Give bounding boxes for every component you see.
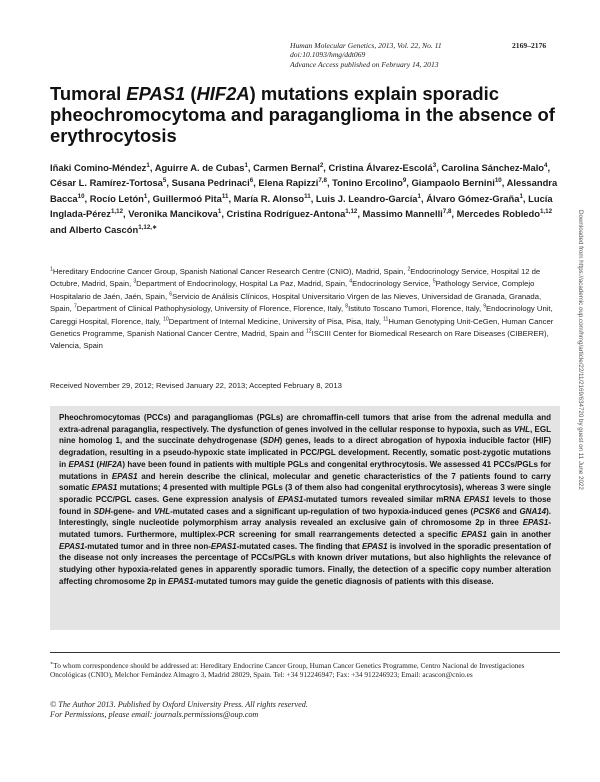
author-name: Mercedes Robledo [456,208,540,220]
affiliation-list [50,266,560,353]
affiliation-text: Endocrinology Unit, Careggi Hospital, Florence, Italy, [50,304,553,326]
author [128,208,221,219]
abstract-gene-name: SDH [262,436,280,446]
author-name: Luis J. Leandro-García [315,192,418,204]
abstract-segment: -mutated tumor and in three non- [84,541,211,551]
author-separator: , [247,162,254,173]
author [90,193,148,204]
abstract-gene-name: GNA14 [519,506,547,516]
abstract-gene-name: EPAS1 [461,530,487,540]
affiliation-number: 6 [169,291,173,298]
doi: doi:10.1093/hmg/ddt069 [290,50,366,60]
author-affiliation-marker: 2 [319,161,324,169]
abstract-segment: ( [94,459,100,469]
page-range: 2169–2176 [512,41,547,50]
author [329,162,437,173]
abstract-gene-name: EPAS1 [210,541,237,551]
affiliation-number: 5 [432,278,436,285]
author-name: María R. Alonso [233,192,305,204]
title-gene-hif2a: HIF2A [196,83,250,104]
affiliation [163,317,383,326]
abstract-segment: Pheochromocytomas (PCCs) and paragangliomas (PGLs) are chromaffin-cell tumors that arise from the adrenal medulla and extra-adrenal paraganglia, respectively. The dysfunction of genes involved in the cellular response to hypoxia, such as [59,413,551,434]
author-affiliation-marker: 10 [494,177,502,185]
author [332,177,406,188]
affiliation-number: 10 [163,316,169,323]
abstract-gene-name: EPAS1 [463,494,490,504]
author-affiliation-marker: 7,8 [318,177,327,185]
abstract-segment: -mutated cases. The finding that [236,541,362,551]
author [253,162,323,173]
author-name: Rocío Letón [89,192,144,204]
abstract-segment: and [499,506,520,516]
abstract-gene-name: EPAS1 [361,541,388,551]
title-part-3: ) mutations explain sporadic pheochromocytoma and paraganglioma in the absence of erythrocytosis [50,83,555,146]
affiliation-number: 12 [305,328,312,335]
author-name: Guillermoó Pita [152,192,222,204]
author-separator: and [50,223,69,235]
author-affiliation-marker: 1,12 [345,208,358,216]
author-affiliation-marker: 9 [402,177,407,185]
author-separator: , [357,208,363,220]
author-separator: , [420,192,427,204]
affiliation-number: 4 [349,278,353,285]
author-affiliation-marker: 10 [77,192,85,200]
affiliation-number: 11 [383,316,389,323]
title-part-1: Tumoral [50,83,127,104]
article-dates: Received November 29, 2012; Revised January 22, 2013; Accepted February 8, 2013 [50,381,342,390]
author-name: Lucía Inglada-Pérez [50,192,553,220]
author-name: Veronika Mancikova [128,208,218,220]
permissions-line: For Permissions, please email: journals.permissions@oup.com [50,710,259,720]
author-separator: , [522,192,529,204]
correspondence-text: To whom correspondence should be addressed at: Hereditary Endocrine Cancer Group, Human Cancer Genetics Programme, Centro Nacional de Investigaciones Oncológicas (CNIO), Melchor Fernández Almagro 3, Madrid 28029, Spain. Tel: +34 912246947; Fax: +34 912246923; Email: acascon@cnio.es [50,661,525,680]
abstract-gene-name: EPAS1 [59,541,85,551]
affiliation-text: Department of Internal Medicine, University of Pisa, Pisa, Italy, [168,316,384,326]
author-name: Tonino Ercolino [332,177,403,189]
author-name: Álvaro Gómez-Graña [426,192,520,204]
author [426,193,523,204]
affiliation-text: Endocrinology Service, [352,279,433,289]
author-separator: , [436,162,442,173]
abstract-gene-name: EPAS1 [522,518,549,528]
affiliation-number: 1 [50,266,53,273]
author [69,224,157,235]
author-separator: , [84,192,90,204]
author-affiliation-marker: 1 [244,161,248,169]
affiliation [133,279,349,288]
affiliation-text: Servicio de Análisis Clínicos, Hospital Universitario Virgen de las Nieves, Universidad de Granada, Granada, Spain, [50,291,542,314]
affiliation-text: Istituto Toscano Tumori, Florence, Italy, [348,304,484,314]
author-affiliation-marker: 1 [217,208,222,216]
abstract-gene-name: PCSK6 [473,506,500,516]
author-affiliation-marker: 6 [249,177,254,185]
affiliation [349,279,433,288]
author-name: Carolina Sánchez-Malo [441,162,545,173]
affiliation-text: Endocrinology Service, Hospital 12 de Octubre, Madrid, Spain, [50,267,541,289]
affiliation-number: 9 [483,303,487,310]
author-affiliation-marker: 1,12 [539,208,553,216]
abstract-text [59,412,551,588]
author [457,208,552,219]
journal-header [290,41,550,69]
abstract-gene-name: EPAS1 [91,483,118,493]
copyright-notice [50,700,560,721]
author-separator: , [123,208,129,220]
author-separator: , [147,192,153,204]
abstract-box [50,406,560,630]
author-name: César L. Ramírez-Tortosa [50,177,163,189]
abstract-segment: ). Interestingly, single nucleotide polymorphism array analysis revealed an exclusive gain of chromosome 2p in three [59,506,552,528]
author-separator: , [166,177,172,189]
author-affiliation-marker: 1 [143,192,148,200]
author-separator: , [221,208,227,220]
author [411,177,501,188]
correspondence-footnote [50,652,560,680]
affiliation-number: 7 [73,303,77,310]
author-name: Cristina Rodríguez-Antona [226,208,346,220]
abstract-segment: mutations; 4 presented with multiple PGLs (3 of them also had congenital erythrocytosis), whereas 3 were single sporadic PCC/PGL cases. Gene expression analysis of [59,483,551,504]
author-affiliation-marker: 5 [162,177,167,185]
abstract-gene-name: SDH [93,506,111,516]
author [227,208,358,219]
abstract-segment: -mutated cases and a significant up-regulation of two hypoxia-induced genes ( [170,506,474,516]
affiliation [345,304,483,313]
author-name: Carmen Bernal [253,162,320,173]
abstract-gene-name: EPAS1 [111,471,138,481]
advance-access-date: Advance Access published on February 14, 2013 [290,59,439,69]
author-name: Susana Pedrinaci [171,177,250,189]
author-affiliation-marker: 11 [304,192,311,200]
author-separator: , [310,192,316,204]
author-separator: , [406,177,412,189]
abstract-segment: -mutated tumors. Furthermore, multiplex-PCR screening for small rearrangements detected a specific [59,518,551,540]
author-name: Giampaolo Bernini [411,177,495,189]
affiliation-text: ISCIII Center for Biomedical Research on Rare Diseases (CIBERER), Valencia, Spain [50,329,549,351]
author-name: Iñaki Comino-Méndez [50,162,147,173]
author [155,162,248,173]
abstract-segment: gain in another [486,530,551,540]
affiliation-text: Pathology Service, Complejo Hospitalario de Jaén, Jaén, Spain, [50,279,535,301]
affiliation-text: Department of Endocrinology, Hospital La Paz, Madrid, Spain, [136,279,350,289]
abstract-segment: and herein describe the clinical, molecular and genetic characteristics of the 7 patients found to carry somatic [59,471,551,493]
abstract-segment: -mutated tumors may guide the genetic diagnosis of patients with this disease. [193,576,494,586]
author-separator: , [228,192,234,204]
abstract-segment: -mutated tumors revealed similar mRNA [303,494,464,504]
journal-citation: Human Molecular Genetics, 2013, Vol. 22, No. 11 [290,41,442,50]
abstract-gene-name: VHL [154,506,171,516]
affiliation-number: 3 [133,278,137,285]
article-title [50,83,560,146]
author-name: Cristina Álvarez-Escolá [328,162,433,173]
author-affiliation-marker: 3 [432,161,437,169]
affiliation-text: Human Genotyping Unit-CeGen, Human Cancer Genetics Programme, Spanish National Cancer Centre, Madrid, Spain and [50,316,554,339]
author [50,162,150,173]
author-affiliation-marker: 1 [417,192,421,200]
author [153,193,229,204]
title-part-2: ( [185,83,197,104]
author-affiliation-marker: 1,12 [110,208,124,216]
author-separator: , [149,162,155,173]
abstract-segment: ) genes, leads to a direct abrogation of hypoxia inducible factor (HIF) degradation, resulting in a pseudo-hypoxic state implicated in PCC/PGL development. Recently, somatic post-zygotic mutations in [59,436,551,469]
author-name: Alberto Cascón [68,223,139,235]
abstract-segment: ) have been found in patients with multiple PGLs and congenital erythrocytosis. We assessed 41 PCCs/PGLs for mutations in [59,459,551,481]
author-separator: , [501,177,507,189]
abstract-segment: levels to those found in [59,494,551,516]
author [363,208,452,219]
abstract-gene-name: VHL [514,424,531,434]
affiliation [50,267,407,276]
author-name: Aguirre A. de Cubas [154,162,245,173]
author-name: Elena Rapizzi [258,177,319,189]
author-list [50,160,560,237]
affiliation-number: 2 [407,266,411,273]
correspondence-mark: ∗ [50,661,54,667]
author-separator: , [326,177,333,189]
title-gene-epas1: EPAS1 [126,83,186,104]
affiliation-text: Hereditary Endocrine Cancer Group, Spanish National Cancer Research Centre (CNIO), Madrid, Spain, [52,267,408,276]
author-affiliation-marker: 1,12,∗ [138,223,158,231]
affiliation-text: Department of Clinical Pathophysiology, University of Florence, Florence, Italy, [76,304,346,314]
author-separator: , [547,162,551,173]
abstract-segment: -gene- and [110,506,155,516]
author-affiliation-marker: 7,8 [442,208,452,216]
author-separator: , [451,208,457,220]
affiliation-number: 8 [345,303,349,310]
abstract-gene-name: HIF2A [99,459,123,469]
download-watermark [575,210,585,580]
copyright-line: © The Author 2013. Published by Oxford University Press. All rights reserved. [50,700,308,709]
abstract-segment: , EGL nine homolog 1, and the succinate dehydrogenase ( [59,424,552,446]
author [258,177,327,188]
abstract-gene-name: EPAS1 [68,459,95,469]
abstract-gene-name: EPAS1 [167,576,194,586]
author-affiliation-marker: 1 [146,161,150,169]
author [441,162,547,173]
abstract-gene-name: EPAS1 [277,494,304,504]
author-name: Alessandra Bacca [50,177,558,204]
author [172,177,254,188]
download-watermark-text: Downloaded from https://academic.oup.com/hmg/article/22/11/2169/634720 by guest on 11 June 2022 [577,210,584,490]
author-affiliation-marker: 11 [221,192,229,200]
author-separator: , [323,162,329,173]
author [50,177,166,188]
author-affiliation-marker: 4 [544,161,548,169]
affiliation [74,304,345,313]
author-name: Massimo Mannelli [362,208,443,220]
abstract-segment: is involved in the sporadic presentation of the disease not only increases the percentage of PCCs/PGLs with known driver mutations, but also highlights the relevance of studying other hypoxia-related genes in apparently sporadic tumors. Finally, the detection of a specific copy number alteration affecting chromosome 2p in [59,541,551,586]
author [316,193,421,204]
author-affiliation-marker: 1 [519,192,523,200]
author-separator: , [253,177,259,189]
author [234,193,311,204]
